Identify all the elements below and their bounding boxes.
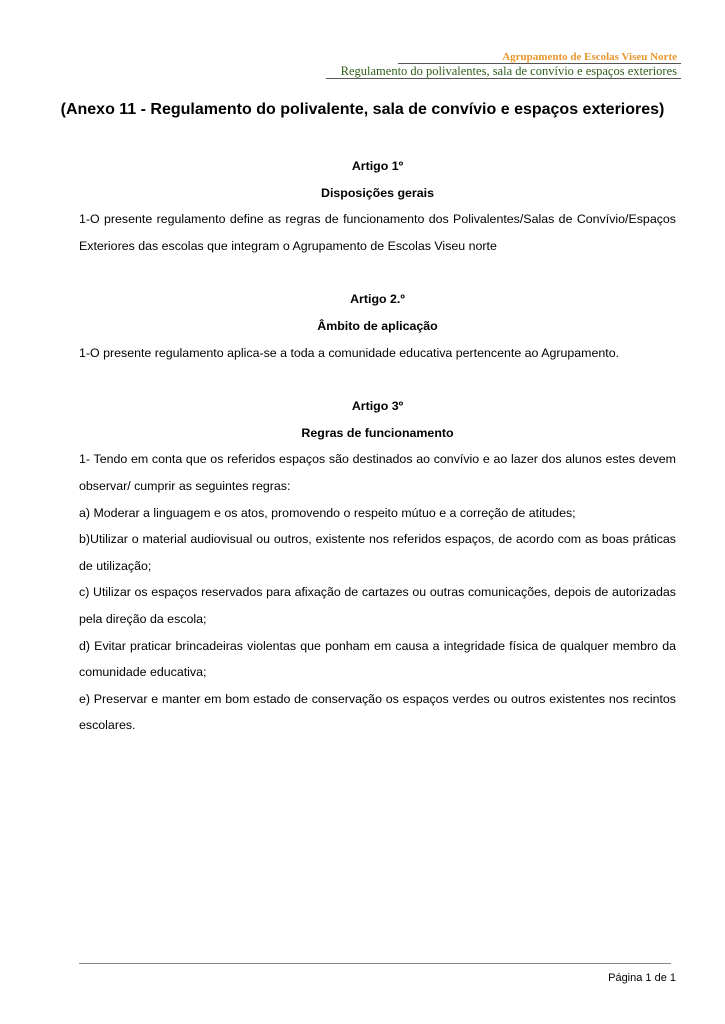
document-body xyxy=(79,153,676,739)
article-2 xyxy=(79,286,676,366)
article-3-rule-b: b)Utilizar o material audiovisual ou outros, existente nos referidos espaços, de acordo com as boas práticas de utilização; xyxy=(79,532,676,573)
article-2-paragraph-1: 1-O presente regulamento aplica-se a toda a comunidade educativa pertencente ao Agrupamento. xyxy=(79,345,620,360)
article-1-heading: Disposições gerais xyxy=(321,185,434,200)
spacer xyxy=(79,366,676,393)
article-3-number: Artigo 3º xyxy=(351,399,404,414)
document-title: (Anexo 11 - Regulamento do polivalente, sala de convívio e espaços exteriores) xyxy=(60,101,665,118)
article-3-rule-c: c) Utilizar os espaços reservados para afixação de cartazes ou outras comunicações, depois de autorizadas pela direção da escola; xyxy=(79,585,676,626)
article-2-number: Artigo 2.º xyxy=(350,292,405,307)
article-3-paragraph-1: 1- Tendo em conta que os referidos espaços são destinados ao convívio e ao lazer dos alunos estes devem observar/ cumprir as seguintes regras: xyxy=(79,452,676,493)
page-number: Página 1 de 1 xyxy=(608,972,676,984)
header-subtitle: Regulamento do polivalentes, sala de convívio e espaços exteriores xyxy=(340,64,677,78)
header-organization: Agrupamento de Escolas Viseu Norte xyxy=(502,51,677,63)
article-1-number: Artigo 1º xyxy=(351,159,404,173)
article-3-rule-e: e) Preservar e manter em bom estado de conservação os espaços verdes ou outros existentes nos recintos escolares. xyxy=(79,691,676,733)
article-1 xyxy=(79,153,676,259)
article-3 xyxy=(79,393,676,739)
article-3-rule-d: d) Evitar praticar brincadeiras violentas que ponham em causa a integridade física de qualquer membro da comunidade educativa; xyxy=(79,638,676,680)
article-2-heading: Âmbito de aplicação xyxy=(317,318,438,333)
footer-rule xyxy=(79,963,671,964)
spacer xyxy=(79,259,676,286)
article-1-paragraph-1: 1-O presente regulamento define as regras de funcionamento dos Polivalentes/Salas de Convívio/Espaços Exteriores das escolas que integram o Agrupamento de Escolas Viseu norte xyxy=(79,212,676,253)
article-3-heading: Regras de funcionamento xyxy=(301,425,454,440)
article-3-rule-a: a) Moderar a linguagem e os atos, promovendo o respeito mútuo e a correção de atitudes; xyxy=(79,505,576,520)
header-rule-bottom xyxy=(326,78,681,79)
